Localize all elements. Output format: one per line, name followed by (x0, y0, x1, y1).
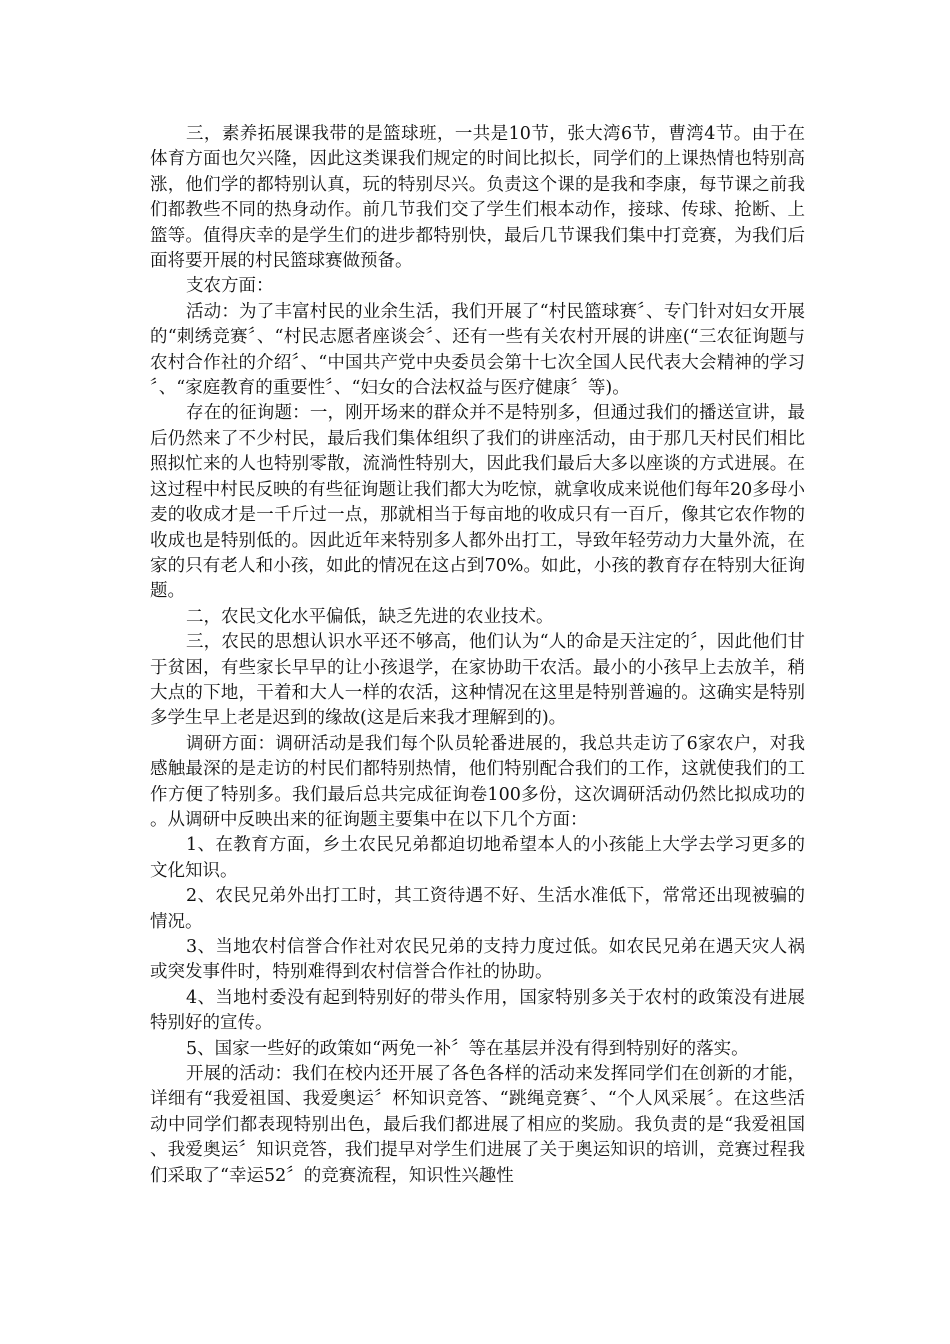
heading-agriculture-support: 支农方面： (186, 276, 274, 297)
paragraph-problem-two: 二，农民文化水平偏低，缺乏先进的农业技术。 (186, 606, 554, 627)
paragraph-basketball-class: 三，素养拓展课我带的是篮球班，一共是10节，张大湾6节，曹湾4节。由于在体育方面也欠兴隆，因此这类课我们规定的时间比拟长，同学们的上课热情也特别高涨，他们学的都特别认真，玩的特别尽兴。负责这个课的是我和李康，每节课之前我们都教些不同的热身动作。前几节我们交了学生们根本动作，接球、传球、抢断、上篮等。值得庆幸的是学生们的进步都特别快，最后几节课我们集中打竞赛，为我们后面将要开展的村民篮球赛做预备。 (150, 124, 805, 272)
paragraph-problem-three: 三，农民的思想认识水平还不够高，他们认为“人的命是天注定的〞，因此他们甘于贫困，有些家长早早的让小孩退学，在家协助干农活。最小的小孩早上去放羊，稍大点的下地，干着和大人一样的农活，这种情况在这里是特别普遍的。这确实是特别多学生早上老是迟到的缘故(这是后来我才理解到的)。 (150, 632, 805, 729)
paragraph-campus-activities: 开展的活动：我们在校内还开展了各色各样的活动来发挥同学们在创新的才能，详细有“我爱祖国、我爱奥运〞杯知识竞答、“跳绳竞赛〞、“个人风采展〞。在这些活动中同学们都表现特别出色，最后我们都进展了相应的奖励。我负责的是“我爱祖国、我爱奥运〞知识竞答，我们提早对学生们进展了关于奥运知识的培训，竞赛过程我们采取了“幸运52〞的竞赛流程，知识性兴趣性 (150, 1064, 805, 1186)
list-item-3: 3、当地农村信誉合作社对农民兄弟的支持力度过低。如农民兄弟在遇天灾人祸或突发事件时，特别难得到农村信誉合作社的协助。 (150, 937, 805, 983)
list-item-2: 2、农民兄弟外出打工时，其工资待遇不好、生活水准低下，常常还出现被骗的情况。 (150, 886, 805, 932)
list-item-4: 4、当地村委没有起到特别好的带头作用，国家特别多关于农村的政策没有进展特别好的宣传。 (150, 987, 805, 1034)
paragraph-activities: 活动：为了丰富村民的业余生活，我们开展了“村民篮球赛〞、专门针对妇女开展的“刺绣竞赛〞、“村民志愿者座谈会〞、还有一些有关农村开展的讲座(“三农征询题与农村合作社的介绍〞、“中国共产党中央委员会第十七次全国人民代表大会精神的学习〞、“家庭教育的重要性〞、“妇女的合法权益与医疗健康〞等)。 (150, 301, 805, 399)
document-body (150, 122, 805, 1189)
paragraph-existing-problems: 存在的征询题：一，刚开场来的群众并不是特别多，但通过我们的播送宣讲，最后仍然来了不少村民，最后我们集体组织了我们的讲座活动，由于那几天村民们相比照拟忙来的人也特别零散，流淌性特别大，因此我们最后大多以座谈的方式进展。在这过程中村民反映的有些征询题让我们都大为吃惊，就拿收成来说他们每年20多母小麦的收成才是一千斤过一点，那就相当于每亩地的收成只有一百斤，像其它农作物的收成也是特别低的。因此近年来特别多人都外出打工，导致年轻劳动力大量外流，在家的只有老人和小孩，如此的情况在这占到70%。如此，小孩的教育存在特别大征询题。 (150, 403, 805, 602)
list-item-1: 1、在教育方面，乡土农民兄弟都迫切地希望本人的小孩能上大学去学习更多的文化知识。 (150, 835, 805, 881)
list-item-5: 5、国家一些好的政策如“两免一补〞等在基层并没有得到特别好的落实。 (186, 1038, 749, 1059)
paragraph-research: 调研方面：调研活动是我们每个队员轮番进展的，我总共走访了6家农户，对我感触最深的是走访的村民们都特别热情，他们特别配合我们的工作，这就使我们的工作方便了特别多。我们最后总共完成征询卷100多份，这次调研活动仍然比拟成功的。从调研中反映出来的征询题主要集中在以下几个方面： (150, 733, 805, 830)
